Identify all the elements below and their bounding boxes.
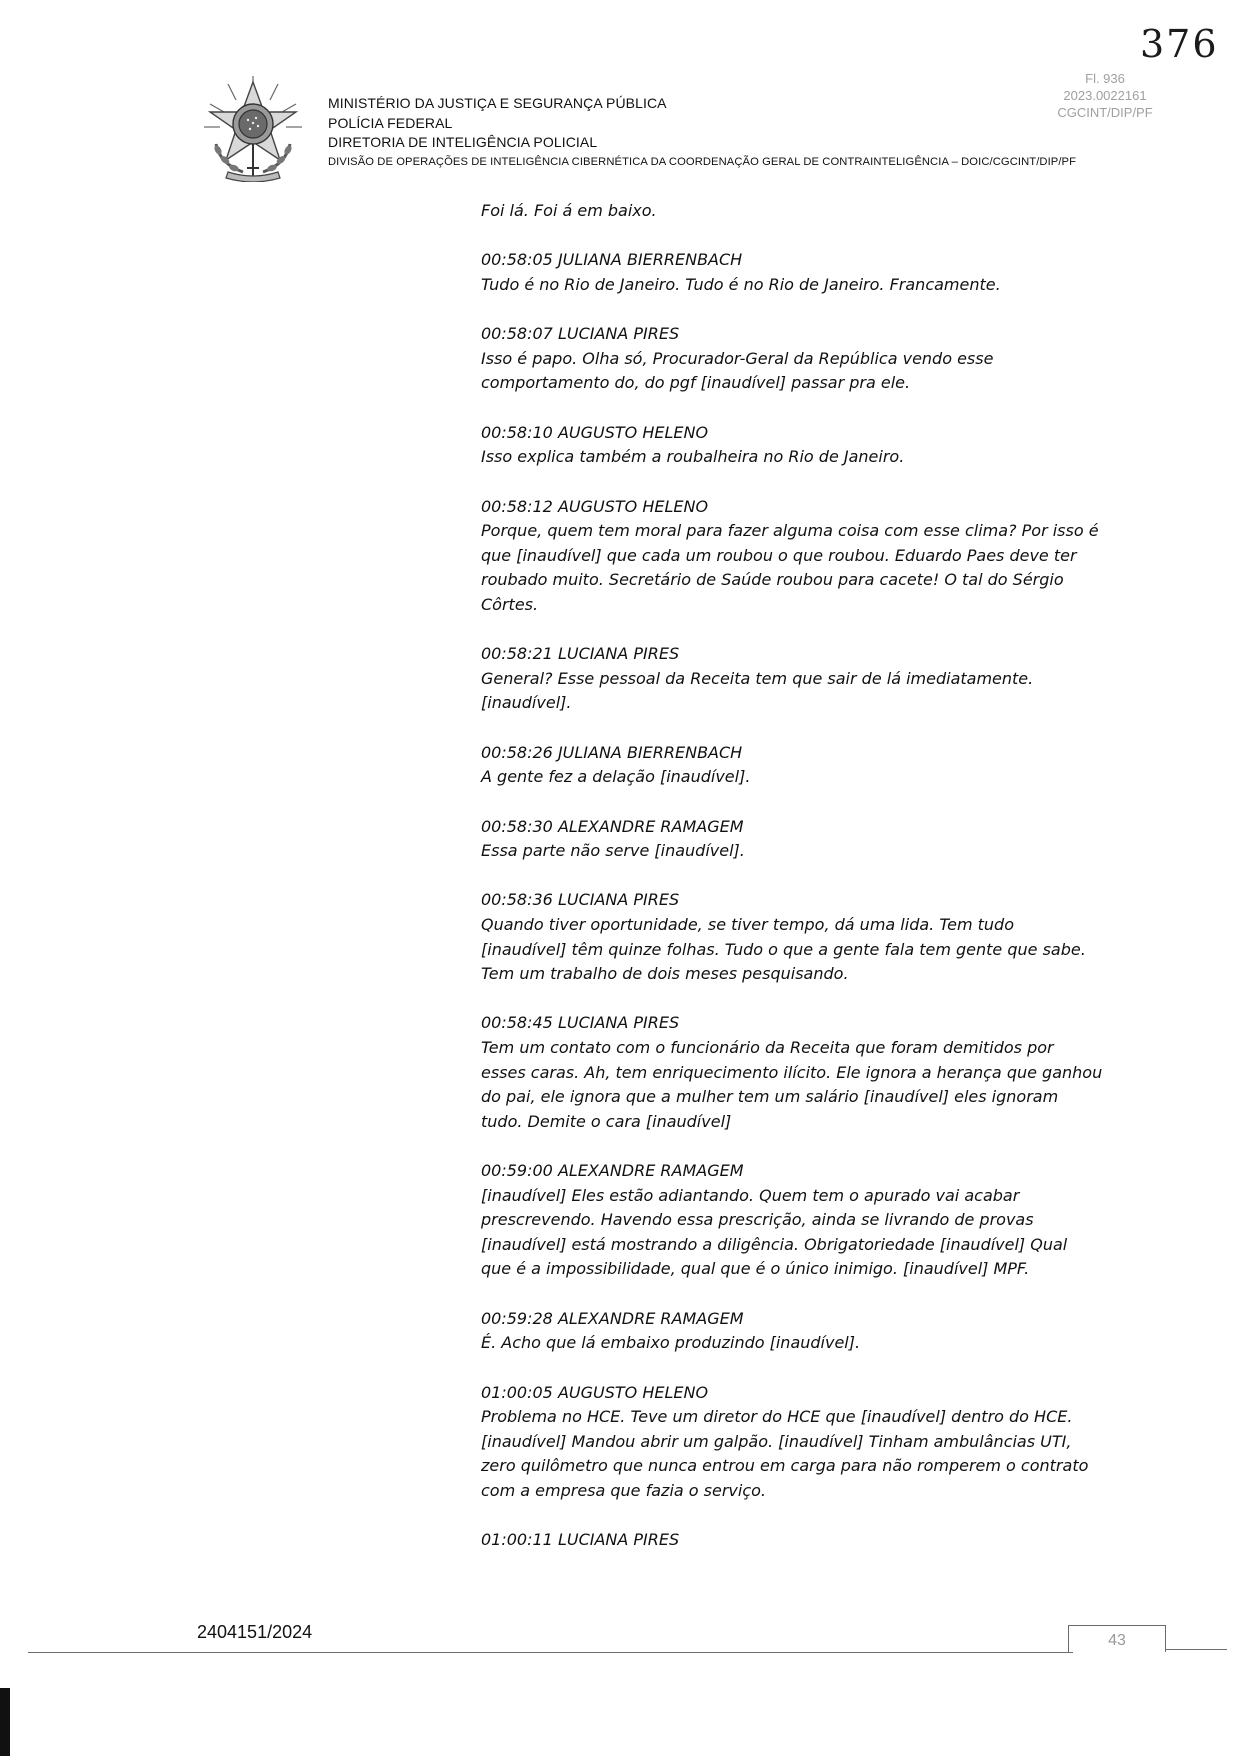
entry-text-line: Porque, quem tem moral para fazer alguma coisa com esse clima? Por isso é: [481, 521, 1099, 541]
entry-text-line: [inaudível].: [481, 693, 572, 713]
transcript-entry: [481, 1307, 1121, 1356]
entry-speaker-line: 00:58:45 LUCIANA PIRES: [481, 1013, 680, 1033]
entry-speaker-line: 00:59:00 ALEXANDRE RAMAGEM: [481, 1161, 744, 1181]
entry-text-line: Quando tiver oportunidade, se tiver tempo, dá uma lida. Tem tudo: [481, 914, 1014, 934]
entry-text-line: Foi lá. Foi á em baixo.: [481, 201, 657, 220]
entry-text-line: esses caras. Ah, tem enriquecimento ilícito. Ele ignora a herança que ganhou: [481, 1062, 1103, 1082]
transcript-entry: [481, 815, 1121, 864]
entry-text-line: [inaudível] têm quinze folhas. Tudo o que a gente fala tem gente que sabe.: [481, 939, 1086, 959]
entry-speaker-line: 00:58:26 JULIANA BIERRENBACH: [481, 742, 743, 762]
transcript-entry: [481, 642, 1121, 716]
entry-text-line: Problema no HCE. Teve um diretor do HCE que [inaudível] dentro do HCE.: [481, 1407, 1073, 1427]
entry-text-line: do pai, ele ignora que a mulher tem um salário [inaudível] eles ignoram: [481, 1087, 1059, 1107]
transcript-entry: [481, 1381, 1121, 1504]
transcript-entry: [481, 1011, 1121, 1134]
entry-text-line: A gente fez a delação [inaudível].: [481, 767, 751, 787]
header-division: DIVISÃO DE OPERAÇÕES DE INTELIGÊNCIA CIBERNÉTICA DA COORDENAÇÃO GERAL DE CONTRAINTELIGÊNCIA – DOIC/CGCINT/DIP/PF: [328, 155, 1077, 168]
entry-speaker-line: 00:58:21 LUCIANA PIRES: [481, 644, 680, 664]
transcript-entry: [481, 1159, 1121, 1282]
brasil-coat-of-arms-icon: [198, 72, 308, 182]
entry-text-line: tudo. Demite o cara [inaudível]: [481, 1111, 732, 1131]
entry-text-line: que [inaudível] que cada um roubou o que roubou. Eduardo Paes deve ter: [481, 545, 1077, 565]
entry-text-line: comportamento do, do pgf [inaudível] passar pra ele.: [481, 373, 911, 393]
entry-text-line: Tem um trabalho de dois meses pesquisando.: [481, 964, 849, 984]
document-id: 2404151/2024: [197, 1622, 313, 1642]
entry-speaker-line: 01:00:05 AUGUSTO HELENO: [481, 1382, 709, 1402]
footer-rule-right: [1165, 1649, 1227, 1650]
footer-rule: [28, 1652, 1073, 1653]
transcript-body: [481, 199, 1121, 1578]
header-police: POLÍCIA FEDERAL: [328, 114, 453, 131]
transcript-entry: [481, 322, 1121, 396]
header-directorate: DIRETORIA DE INTELIGÊNCIA POLICIAL: [328, 134, 598, 150]
entry-text-line: Isso é papo. Olha só, Procurador-Geral da República vendo esse: [481, 348, 994, 368]
entry-text-line: que é a impossibilidade, qual que é o único inimigo. [inaudível] MPF.: [481, 1259, 1030, 1279]
entry-text-line: Isso explica também a roubalheira no Rio de Janeiro.: [481, 447, 905, 467]
entry-text-line: roubado muito. Secretário de Saúde roubou para cacete! O tal do Sérgio: [481, 570, 1064, 590]
entry-text-line: [inaudível] Mandou abrir um galpão. [inaudível] Tinham ambulâncias UTI,: [481, 1431, 1072, 1451]
transcript-entry: [481, 199, 1121, 224]
page-number: 43: [1068, 1625, 1166, 1652]
entry-text-line: zero quilômetro que nunca entrou em carga para não romperem o contrato: [481, 1456, 1089, 1476]
transcript-entry: [481, 495, 1121, 618]
handwritten-page-number: 376: [1140, 22, 1219, 66]
entry-text-line: Côrtes.: [481, 594, 539, 614]
entry-text-line: [inaudível] Eles estão adiantando. Quem tem o apurado vai acabar: [481, 1185, 1020, 1205]
entry-speaker-line: 00:58:36 LUCIANA PIRES: [481, 890, 680, 910]
transcript-entry: [481, 888, 1121, 986]
entry-text-line: prescrevendo. Havendo essa prescrição, ainda se livrando de provas: [481, 1210, 1034, 1230]
entry-speaker-line: 00:58:12 AUGUSTO HELENO: [481, 496, 709, 516]
scan-edge-mark: [0, 1688, 10, 1756]
entry-speaker-line: 00:58:30 ALEXANDRE RAMAGEM: [481, 816, 744, 836]
entry-text-line: Tem um contato com o funcionário da Receita que foram demitidos por: [481, 1038, 1054, 1058]
transcript-entry: [481, 421, 1121, 470]
entry-speaker-line: 00:58:10 AUGUSTO HELENO: [481, 422, 709, 442]
institution-header: [328, 94, 1076, 172]
entry-speaker-line: 00:58:05 JULIANA BIERRENBACH: [481, 250, 743, 270]
stamp-unit: CGCINT/DIP/PF: [1057, 105, 1153, 120]
transcript-entry: [481, 741, 1121, 790]
entry-text-line: com a empresa que fazia o serviço.: [481, 1481, 766, 1500]
entry-speaker-line: 01:00:11 LUCIANA PIRES: [481, 1530, 680, 1550]
transcript-entry: [481, 1528, 1121, 1553]
transcript-entry: [481, 248, 1121, 297]
entry-text-line: Tudo é no Rio de Janeiro. Tudo é no Rio de Janeiro. Francamente.: [481, 274, 1001, 294]
entry-speaker-line: 00:59:28 ALEXANDRE RAMAGEM: [481, 1308, 744, 1328]
entry-text-line: General? Esse pessoal da Receita tem que sair de lá imediatamente.: [481, 668, 1034, 688]
entry-text-line: É. Acho que lá embaixo produzindo [inaudível].: [481, 1333, 861, 1353]
entry-text-line: [inaudível] está mostrando a diligência. Obrigatoriedade [inaudível] Qual: [481, 1234, 1068, 1254]
header-ministry: MINISTÉRIO DA JUSTIÇA E SEGURANÇA PÚBLICA: [328, 95, 667, 111]
stamp-process-number: 2023.0022161: [1063, 88, 1147, 103]
stamp-folio: Fl. 936: [1085, 71, 1125, 86]
entry-text-line: Essa parte não serve [inaudível].: [481, 841, 745, 861]
entry-speaker-line: 00:58:07 LUCIANA PIRES: [481, 324, 680, 344]
